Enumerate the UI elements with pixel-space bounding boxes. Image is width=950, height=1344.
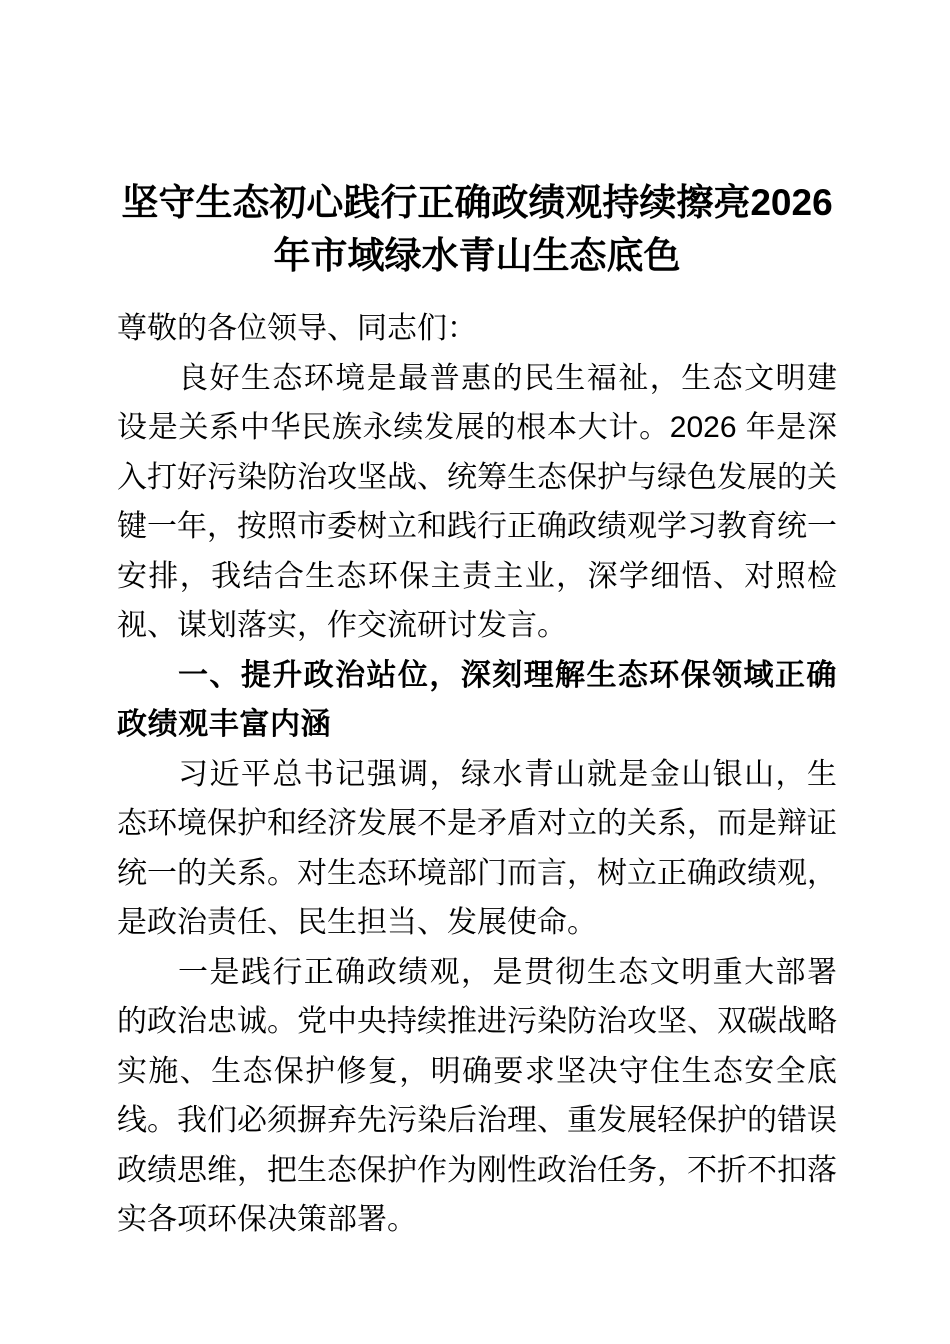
page-title: 坚守生态初心践行正确政绩观持续擦亮2026年市域绿水青山生态底色 xyxy=(121,182,833,276)
paragraph-opening: 良好生态环境是最普惠的民生福祉，生态文明建设是关系中华民族永续发展的根本大计。2026 年是深入打好污染防治攻坚战、统筹生态保护与绿色发展的关键一年，按照市委树立和践行正确政绩观学习教育统一安排，我结合生态环保主责主业，深学细悟、对照检视、谋划落实，作交流研讨发言。 xyxy=(117,361,837,642)
salutation-line: 尊敬的各位领导、同志们： xyxy=(117,312,477,345)
paragraph-section1-1: 习近平总书记强调，绿水青山就是金山银山，生态环境保护和经济发展不是矛盾对立的关系，而是辩证统一的关系。对生态环境部门而言，树立正确政绩观，是政治责任、民生担当、发展使命。 xyxy=(117,757,837,939)
section-heading-1: 一、提升政治站位，深刻理解生态环保领域正确政绩观丰富内涵 xyxy=(117,658,837,741)
document-content xyxy=(117,176,837,1245)
paragraph-section1-2: 一是践行正确政绩观，是贯彻生态文明重大部署的政治忠诚。党中央持续推进污染防治攻坚、双碳战略实施、生态保护修复，明确要求坚决守住生态安全底线。我们必须摒弃先污染后治理、重发展轻保护的错误政绩思维，把生态保护作为刚性政治任务，不折不扣落实各项环保决策部署。 xyxy=(117,955,837,1236)
